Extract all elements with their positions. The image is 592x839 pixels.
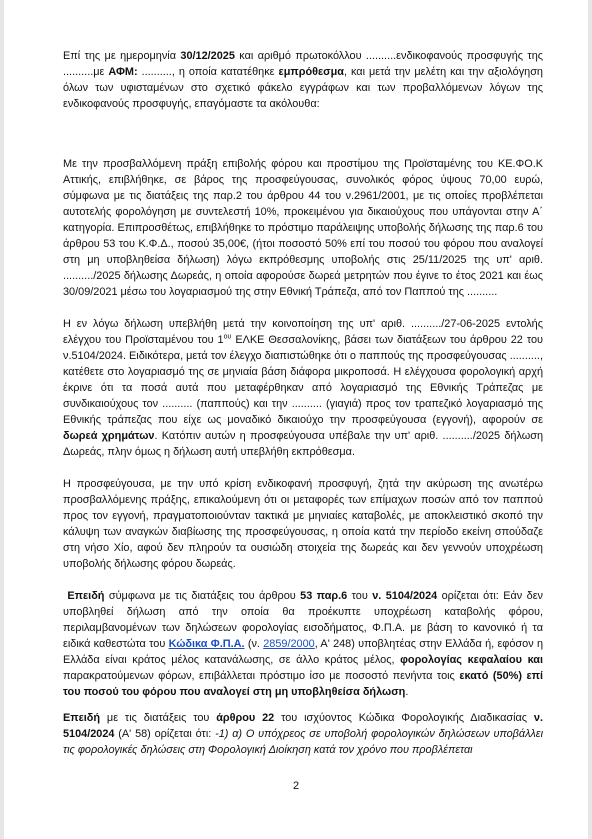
text-run: . [405, 686, 409, 698]
text-run: Η εν λόγω δήλωση υπεβλήθη μετά την κοινοποίηση της υπ' αριθ. ........../27-06-2025 εντολής ελέγχου του Προϊσταμένου του 1 [63, 318, 543, 346]
paragraph-intro [63, 48, 543, 112]
text-run: παρακρατούμενων φόρων, επιβάλλεται πρόστιμο ίσο με ποσοστό πενήντα τοις [63, 670, 460, 682]
quoted-provision: -1) α) Ο υπόχρεος σε υποβολή φορολογικών δηλώσεων υποβάλλει τις φορολογικές δηλώσεις στη Φορολογική Διοίκηση κατά τον χρόνο που προβλέπεται [63, 728, 543, 756]
whereas-label: Επειδή [67, 590, 105, 602]
timely-filed-term: εμπρόθεσμα [278, 66, 344, 78]
document-page [4, 0, 588, 839]
paragraph-article-22 [63, 710, 543, 758]
article-ref: 53 παρ.6 [300, 590, 348, 602]
page-number: 2 [292, 780, 300, 792]
article-ref: άρθρου 22 [216, 712, 275, 724]
text-run: ορίζεται ότι: Εάν δεν υποβληθεί δήλωση από την οποία θα προέκυπτε υποχρέωση καταβολής φόρου, περιλαμβανομένων των δηλώσεων φορολογίας εισοδήματος, Φ.Π.Α. με βάση το κανονικό ή τα ειδικά καθεστώτα του [63, 590, 543, 650]
bold-text: φορολογίας κεφαλαίου και [400, 654, 543, 666]
paragraph-audit [63, 316, 543, 460]
text-run: και αριθμό πρωτοκόλλου ..........ενδικοφανούς προσφυγής της ..........με [63, 50, 543, 78]
text-run: (Α' 58) ορίζεται ότι: [114, 728, 216, 740]
text-run: (ν. [244, 638, 264, 650]
text-run: .........., η οποία κατατέθηκε [137, 66, 279, 78]
text-run: , Α' 248) υποβλητέας στην Ελλάδα ή, εφόσον η Ελλάδα είναι κράτος μέλος κατανάλωσης, σε άλλο κράτος μέλος, [63, 638, 543, 666]
paragraph-appellant-claim: Η προσφεύγουσα, με την υπό κρίση ενδικοφανή προσφυγή, ζητά την ακύρωση της ανωτέρω προσβαλλόμενης πράξης, επικαλούμενη ότι οι μεταφορές των επίμαχων ποσών από τον παππού προς τον εγγονή, πραγματοποιούνταν τακτικά με μηνιαίες καταβολές, με αποκλειστικό σκοπό την κάλυψη των αναγκών διαβίωσης της προσφεύγουσας, η οποία κατά την περίοδο εκείνη σπούδαζε στη νήσο Χίο, αφού δεν πληρούν τα ουσιώδη στοιχεία της δωρεάς και δεν γεννούν υποχρέωση υποβολής δήλωσης φόρου δωρεάς. [63, 478, 543, 570]
paragraph-contested-act: Με την προσβαλλόμενη πράξη επιβολής φόρου και προστίμου της Προϊσταμένης του ΚΕ.ΦΟ.Κ Αττικής, επιβλήθηκε, σε βάρος της προσφεύγουσας, συνολικός φόρος ύψους 70,00 ευρώ, σύμφωνα με τις διατάξεις της παρ.2 του άρθρου 44 του ν.2961/2001, με τις οποίες προβλέπεται αυτοτελής φορολόγηση με συντελεστή 10%, προκειμένου για δικαιούχους που υπάγονται στην Α΄ κατηγορία. Επιπροσθέτως, επιβλήθηκε το πρόστιμο παράλειψης υποβολής δήλωσης της παρ.6 του άρθρου 53 του Κ.Φ.Δ., ποσού 35,00€, (ήτοι ποσοστό 50% επί του ποσού του φόρου που αναλογεί στη μη υποβληθείσα δήλωση) λόγω εκπρόθεσμης υποβολής στις 25/11/2025 της υπ' αριθ. ........../2025 δήλωσης Δωρεάς, η οποία αφορούσε δωρεά μετρητών που έγινε το έτος 2021 και έως 30/09/2021 μέσω του λογαριασμού της στην Εθνική Τράπεζα, από τον Παππού της .......... [63, 158, 543, 298]
text-run: . Κατόπιν αυτών η προσφεύγουσα υπέβαλε την υπ' αριθ. ........../2025 δήλωση Δωρεάς, πλην όμως η δήλωση αυτή υπεβλήθη εκπρόθεσμα. [63, 430, 544, 458]
appeal-date: 30/12/2025 [180, 50, 235, 62]
penalty-rate-text: εκατό (50%) επί του ποσού του φόρου που αναλογεί στη μη υποβληθείσα δήλωση [63, 670, 543, 698]
paragraph-article-53 [63, 588, 543, 700]
text-run: , και μετά την μελέτη και την αξιολόγηση όλων των υφισταμένων στο σχετικό φάκελο εγγράφων και των προβαλλόμενων λόγων της ενδικοφανούς προσφυγής, επαγόμαστε τα ακόλουθα: [63, 66, 543, 110]
text-run: με τις διατάξεις του [100, 712, 217, 724]
text-run: ΕΛΚΕ Θεσσαλονίκης, βάσει των διατάξεων του άρθρου 22 του ν.5104/2024. Ειδικότερα, μετά τον έλεγχο διαπιστώθηκε ότι ο παππούς της προσφεύγουσας .........., κατέθετε στο λογαριασμό της σε μηνιαία βάση διάφορα μικροποσά. Η ελέγχουσα φορολογική αρχή έκρινε ότι τα ποσά αυτά που μεταφέρθηκαν από λογαριασμό της Εθνικής Τράπεζας με συνδικαιούχους τον .......... (παππούς) και την .......... (γιαγιά) προς τον τραπεζικό λογαριασμό της Εθνικής τράπεζας που είχε ως μοναδικό δικαιούχο την προσφεύγουσα (εγγονή), αφορούν σε [63, 334, 544, 426]
cash-gift-term: δωρεά χρημάτων [63, 430, 155, 442]
text-run: του [347, 590, 373, 602]
text-run: του ισχύοντος Κώδικα Φορολογικής Διαδικασίας [274, 712, 534, 724]
afm-label: ΑΦΜ: [108, 66, 138, 78]
ordinal-superscript: ου [223, 333, 232, 341]
law-ref: ν. 5104/2024 [63, 712, 544, 740]
whereas-label: Επειδή [63, 712, 101, 724]
law-2859-link[interactable]: 2859/2000 [263, 638, 315, 650]
law-ref: ν. 5104/2024 [372, 590, 438, 602]
document-body [63, 48, 543, 758]
text-run: Επί της με ημερομηνία [63, 50, 181, 62]
vat-code-link[interactable]: Κώδικα Φ.Π.Α. [168, 638, 245, 650]
text-run: σύμφωνα με τις διατάξεις του άρθρου [104, 590, 301, 602]
